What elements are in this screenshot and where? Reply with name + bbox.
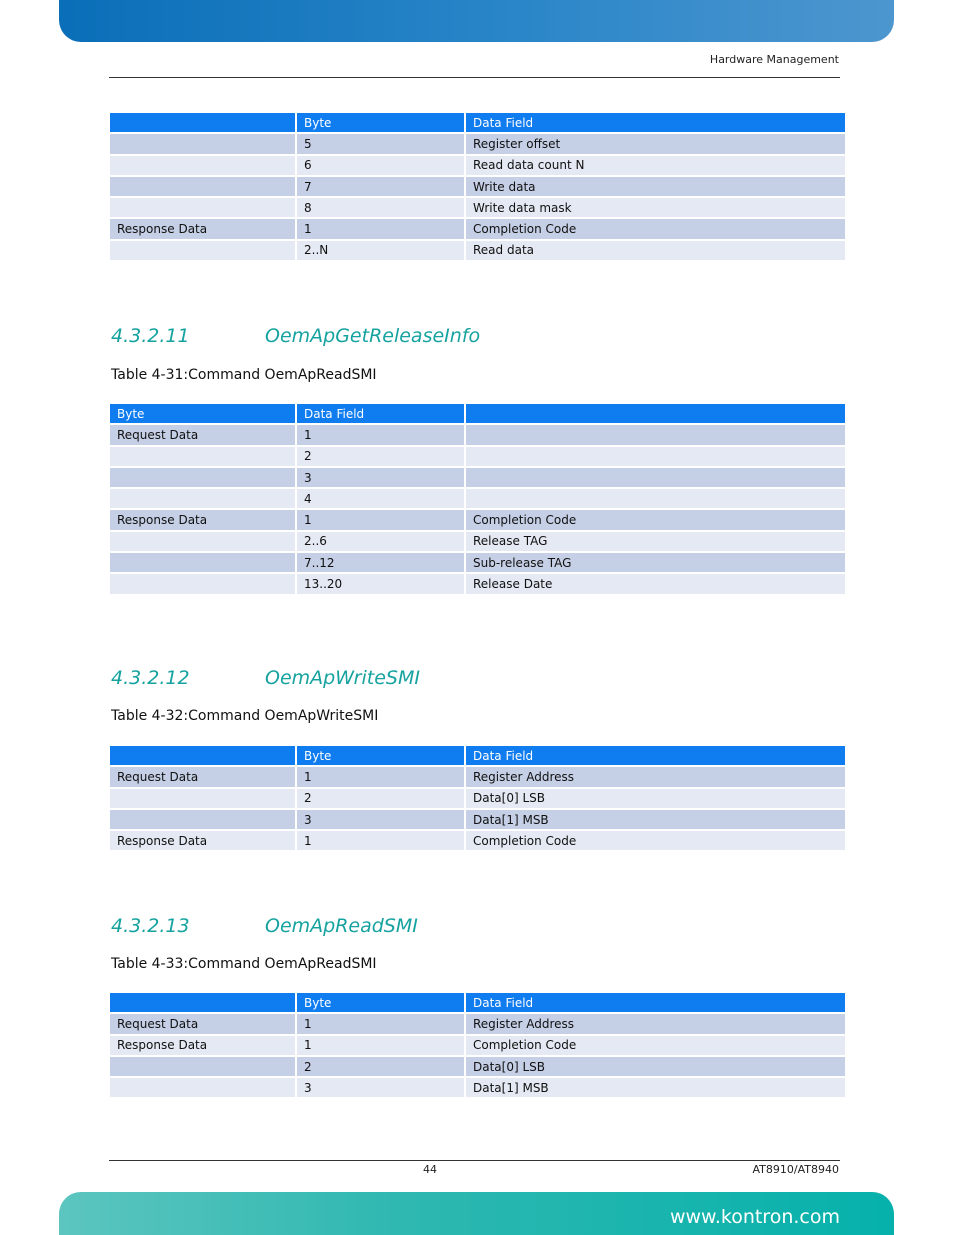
table-cell: Completion Code — [466, 1036, 845, 1057]
table-row — [110, 177, 845, 198]
table-cell: 1 — [297, 510, 466, 531]
table-row — [110, 134, 845, 155]
table-cell: Request Data — [110, 1014, 297, 1035]
header-cell: Data Field — [297, 404, 466, 425]
table-cell: 1 — [297, 767, 466, 788]
table-cell — [110, 489, 297, 510]
table-cell: Data[1] MSB — [466, 810, 845, 831]
table-cell — [110, 241, 297, 262]
table-cell — [110, 574, 297, 595]
table-row — [110, 1014, 845, 1035]
table-row — [110, 156, 845, 177]
table-cell: Write data mask — [466, 198, 845, 219]
section-number: 4.3.2.12 — [111, 667, 190, 689]
table-header-row — [110, 993, 845, 1014]
table-cell — [110, 198, 297, 219]
table-cell: Read data — [466, 241, 845, 262]
top-banner — [59, 0, 894, 42]
table-cell: Request Data — [110, 425, 297, 446]
table-4-31 — [110, 404, 845, 596]
section-title: OemApGetReleaseInfo — [265, 325, 481, 347]
table-row — [110, 489, 845, 510]
table-cell — [110, 532, 297, 553]
table-cell — [466, 447, 845, 468]
table-cell: 4 — [297, 489, 466, 510]
table-continuation — [110, 113, 845, 262]
table-cell: 2 — [297, 447, 466, 468]
table-cell: 1 — [297, 831, 466, 852]
table-cell: 6 — [297, 156, 466, 177]
table-cell: 2..N — [297, 241, 466, 262]
table-cell: Data[0] LSB — [466, 789, 845, 810]
table-cell: 5 — [297, 134, 466, 155]
table-cell — [110, 177, 297, 198]
document-id: AT8910/AT8940 — [752, 1163, 839, 1176]
table-row — [110, 831, 845, 852]
table-row — [110, 1078, 845, 1099]
table-cell: Read data count N — [466, 156, 845, 177]
table-row — [110, 1036, 845, 1057]
table-cell: 3 — [297, 468, 466, 489]
table-cell: Write data — [466, 177, 845, 198]
table-row — [110, 810, 845, 831]
section-title: OemApReadSMI — [265, 915, 418, 937]
header-section-title: Hardware Management — [709, 53, 839, 66]
header-cell: Data Field — [466, 746, 845, 767]
table-cell: 7 — [297, 177, 466, 198]
table-row — [110, 553, 845, 574]
section-number: 4.3.2.11 — [111, 325, 190, 347]
table-cell — [110, 447, 297, 468]
header-cell: Byte — [297, 993, 466, 1014]
section-title: OemApWriteSMI — [265, 667, 420, 689]
table-cell: Completion Code — [466, 831, 845, 852]
table-cell — [110, 789, 297, 810]
table-cell: Response Data — [110, 831, 297, 852]
section-number: 4.3.2.13 — [111, 915, 190, 937]
table-cell — [466, 468, 845, 489]
table-cell: Register offset — [466, 134, 845, 155]
page-number: 44 — [423, 1163, 437, 1176]
table-cell: 2..6 — [297, 532, 466, 553]
table-4-32 — [110, 746, 845, 852]
table-cell: Response Data — [110, 1036, 297, 1057]
table-cell: Release Date — [466, 574, 845, 595]
table-row — [110, 241, 845, 262]
table-cell — [110, 468, 297, 489]
table-cell: 1 — [297, 219, 466, 240]
table-cell: 1 — [297, 425, 466, 446]
table-cell: Completion Code — [466, 219, 845, 240]
table-cell: 1 — [297, 1036, 466, 1057]
table-cell: Response Data — [110, 510, 297, 531]
table-row — [110, 425, 845, 446]
table-row — [110, 447, 845, 468]
table-cell — [110, 810, 297, 831]
header-cell: Byte — [297, 113, 466, 134]
table-cell — [466, 425, 845, 446]
table-cell: 3 — [297, 810, 466, 831]
table-caption-4-31: Table 4-31:Command OemApReadSMI — [111, 367, 377, 383]
footer-rule — [109, 1160, 840, 1161]
table-cell: 2 — [297, 789, 466, 810]
table-cell: Response Data — [110, 219, 297, 240]
table-caption-4-33: Table 4-33:Command OemApReadSMI — [111, 956, 377, 972]
table-cell: 3 — [297, 1078, 466, 1099]
table-cell: Request Data — [110, 767, 297, 788]
table-cell — [110, 1078, 297, 1099]
table-row — [110, 532, 845, 553]
header-cell: Data Field — [466, 993, 845, 1014]
table-cell — [110, 156, 297, 177]
table-row — [110, 767, 845, 788]
table-row — [110, 468, 845, 489]
table-caption-4-32: Table 4-32:Command OemApWriteSMI — [111, 708, 379, 724]
table-header-row — [110, 746, 845, 767]
header-rule — [109, 77, 840, 78]
table-cell: 13..20 — [297, 574, 466, 595]
table-row — [110, 198, 845, 219]
header-cell — [110, 993, 297, 1014]
table-cell: Data[0] LSB — [466, 1057, 845, 1078]
header-cell: Data Field — [466, 113, 845, 134]
header-cell — [466, 404, 845, 425]
header-cell — [110, 113, 297, 134]
table-cell: 1 — [297, 1014, 466, 1035]
table-cell — [110, 1057, 297, 1078]
table-row — [110, 1057, 845, 1078]
table-4-33 — [110, 993, 845, 1099]
table-header-row — [110, 113, 845, 134]
table-cell: Sub-release TAG — [466, 553, 845, 574]
table-row — [110, 219, 845, 240]
header-cell: Byte — [297, 746, 466, 767]
table-row — [110, 510, 845, 531]
table-row — [110, 789, 845, 810]
header-cell — [110, 746, 297, 767]
table-cell: Release TAG — [466, 532, 845, 553]
table-row — [110, 574, 845, 595]
table-cell — [466, 489, 845, 510]
header-cell: Byte — [110, 404, 297, 425]
table-cell: 8 — [297, 198, 466, 219]
table-cell — [110, 134, 297, 155]
table-cell: 2 — [297, 1057, 466, 1078]
table-cell: Completion Code — [466, 510, 845, 531]
website-link[interactable]: www.kontron.com — [669, 1206, 840, 1228]
table-cell: 7..12 — [297, 553, 466, 574]
table-header-row — [110, 404, 845, 425]
table-cell: Data[1] MSB — [466, 1078, 845, 1099]
table-cell: Register Address — [466, 767, 845, 788]
table-cell: Register Address — [466, 1014, 845, 1035]
table-cell — [110, 553, 297, 574]
